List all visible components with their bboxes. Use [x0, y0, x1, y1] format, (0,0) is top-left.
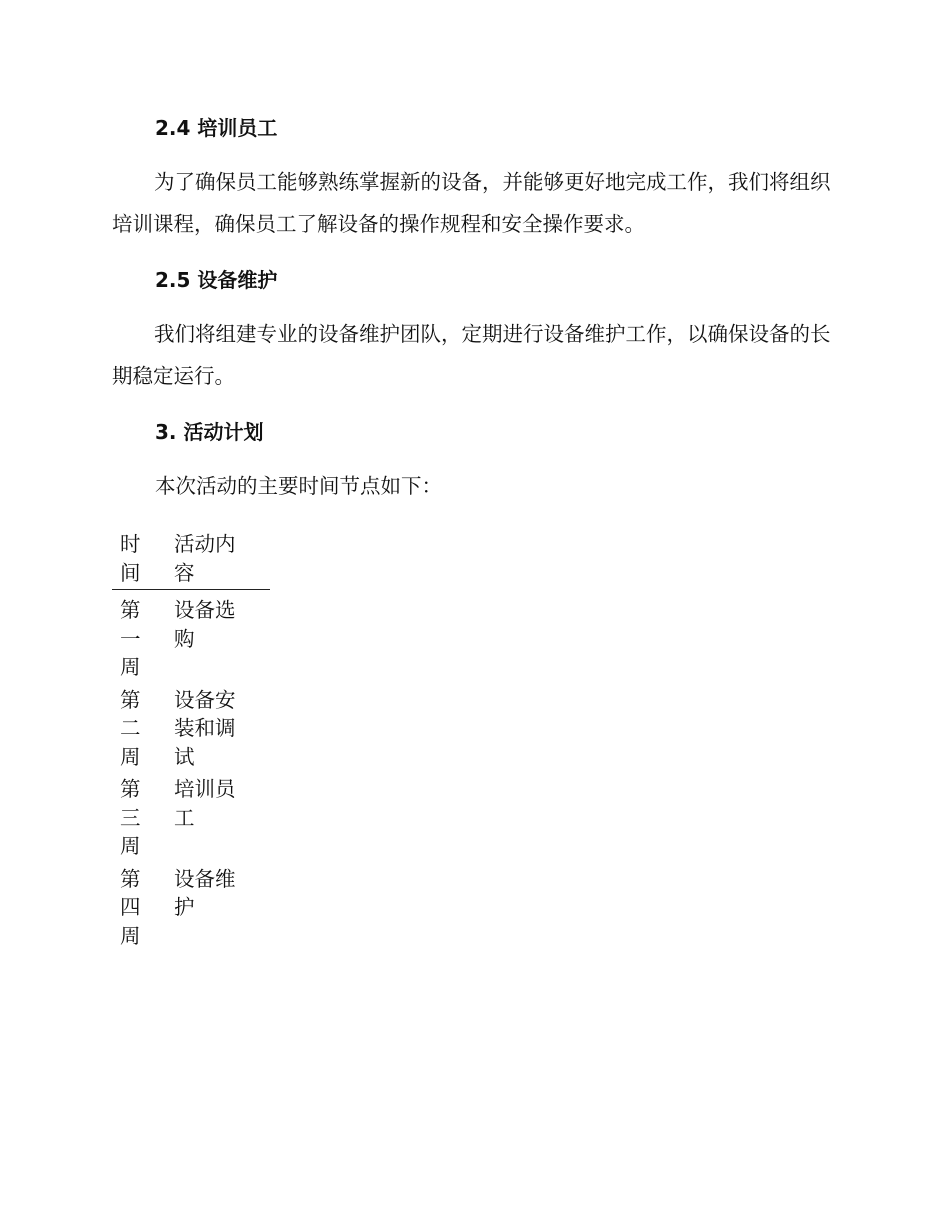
row-activity: 设备维护 — [174, 866, 236, 919]
section-body-2-5: 我们将组建专业的设备维护团队，定期进行设备维护工作，以确保设备的长期稳定运行。 — [112, 322, 831, 388]
header-time: 时间 — [120, 532, 141, 585]
schedule-header-row — [112, 530, 270, 590]
table-row — [112, 861, 270, 951]
row-time: 第三周 — [120, 777, 141, 858]
row-activity: 设备安装和调试 — [174, 687, 236, 769]
row-time: 第一周 — [120, 598, 141, 679]
section-heading-3: 3. 活动计划 — [155, 420, 264, 444]
row-time: 第二周 — [120, 687, 141, 769]
table-row — [112, 682, 270, 772]
header-activity: 活动内容 — [174, 532, 236, 585]
table-row — [112, 590, 270, 682]
table-row — [112, 771, 270, 861]
section-heading-2-4: 2.4 培训员工 — [155, 116, 278, 140]
row-time: 第四周 — [120, 866, 141, 948]
row-activity: 培训员工 — [174, 777, 236, 830]
row-activity: 设备选购 — [174, 598, 236, 651]
section-heading-2-5: 2.5 设备维护 — [155, 268, 278, 292]
schedule-intro: 本次活动的主要时间节点如下： — [155, 474, 442, 498]
section-body-2-4: 为了确保员工能够熟练掌握新的设备，并能够更好地完成工作，我们将组织培训课程，确保员工了解设备的操作规程和安全操作要求。 — [112, 170, 831, 236]
schedule-table — [112, 530, 270, 950]
